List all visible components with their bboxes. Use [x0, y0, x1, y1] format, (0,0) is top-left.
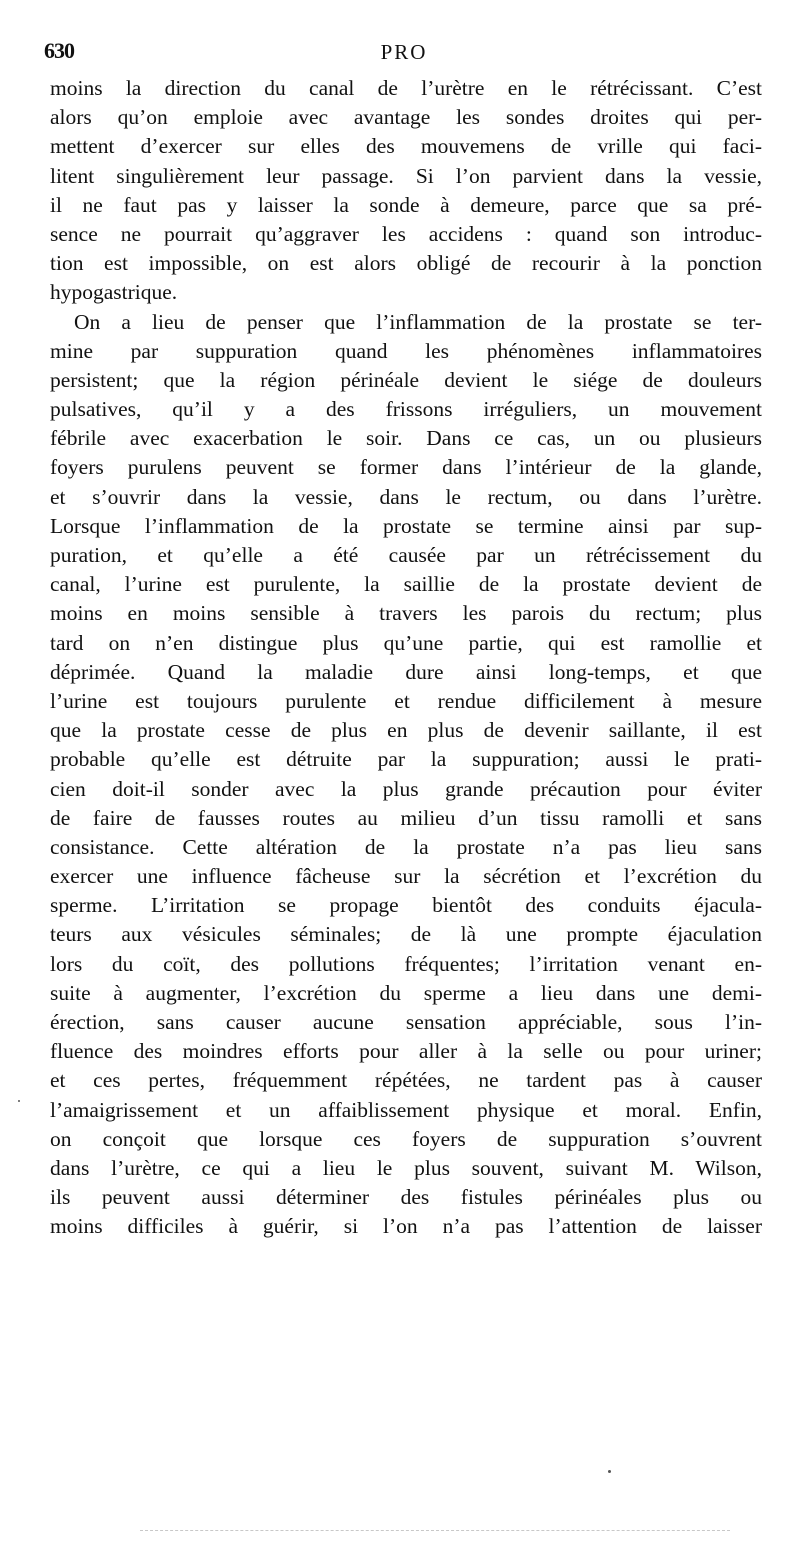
text-line: exercer une influence fâcheuse sur la sécrétion et l’excrétion du [50, 864, 762, 889]
page-header [44, 38, 764, 68]
text-line: canal, l’urine est purulente, la saillie de la prostate devient de [50, 572, 762, 597]
text-line: érection, sans causer aucune sensation appréciable, sous l’in- [50, 1010, 762, 1034]
text-line: persistent; que la région périnéale devient le siége de douleurs [50, 367, 762, 392]
text-line: moins la direction du canal de l’urètre en le rétrécissant. C’est [50, 76, 762, 100]
text-line: teurs aux vésicules séminales; de là une prompte éjaculation [50, 922, 762, 947]
text-line: fluence des moindres efforts pour aller à la selle ou pour uriner; [50, 1039, 762, 1064]
text-line: On a lieu de penser que l’inflammation de la prostate se ter- [74, 309, 762, 334]
text-line: Lorsque l’inflammation de la prostate se termine ainsi par sup- [50, 513, 762, 538]
text-line: cien doit-il sonder avec la plus grande précaution pour éviter [50, 776, 762, 801]
text-line: dans l’urètre, ce qui a lieu le plus souvent, suivant M. Wilson, [50, 1155, 762, 1180]
text-line: que la prostate cesse de plus en plus de devenir saillante, il est [50, 718, 762, 743]
text-line: hypogastrique. [50, 280, 178, 305]
text-line: on conçoit que lorsque ces foyers de suppuration s’ouvrent [50, 1126, 762, 1151]
print-speck [608, 1470, 611, 1473]
text-line: mettent d’exercer sur elles des mouvemens de vrille qui faci- [50, 134, 762, 159]
text-line [50, 1242, 762, 1271]
text-line: ils peuvent aussi déterminer des fistules périnéales plus ou [50, 1185, 762, 1210]
text-line: pulsatives, qu’il y a des frissons irréguliers, un mouvement [50, 397, 762, 422]
bleed-through-line [140, 1530, 730, 1532]
text-line: et s’ouvrir dans la vessie, dans le rectum, ou dans l’urètre. [50, 484, 762, 509]
text-line: de faire de fausses routes au milieu d’un tissu ramolli et sans [50, 805, 762, 830]
body-text [50, 74, 762, 1271]
text-line: l’urine est toujours purulente et rendue difficilement à mesure [50, 688, 762, 713]
page-number: 630 [44, 38, 74, 63]
text-line: il ne faut pas y laisser la sonde à demeure, parce que sa pré- [50, 192, 762, 217]
text-line: et ces pertes, fréquemment répétées, ne tardent pas à causer [50, 1068, 762, 1093]
print-speck [18, 1100, 20, 1102]
text-line: déprimée. Quand la maladie dure ainsi long-temps, et que [50, 659, 762, 684]
text-line: puration, et qu’elle a été causée par un rétrécissement du [50, 543, 762, 567]
text-line: probable qu’elle est détruite par la suppuration; aussi le prati- [50, 747, 762, 772]
text-line: fébrile avec exacerbation le soir. Dans ce cas, un ou plusieurs [50, 426, 762, 451]
text-line: foyers purulens peuvent se former dans l’intérieur de la glande, [50, 455, 762, 480]
text-line: suite à augmenter, l’excrétion du sperme a lieu dans une demi- [50, 980, 762, 1005]
text-line: litent singulièrement leur passage. Si l’on parvient dans la vessie, [50, 163, 762, 188]
text-line: consistance. Cette altération de la prostate n’a pas lieu sans [50, 834, 762, 859]
running-head: PRO [380, 40, 428, 64]
text-line: tion est impossible, on est alors obligé de recourir à la ponction [50, 251, 762, 276]
text-line: sperme. L’irritation se propage bientôt des conduits éjacula- [50, 893, 762, 918]
text-line: lors du coït, des pollutions fréquentes; l’irritation venant en- [50, 951, 762, 976]
text-line: mine par suppuration quand les phénomènes inflammatoires [50, 338, 762, 363]
text-line: sence ne pourrait qu’aggraver les accidens : quand son introduc- [50, 221, 762, 246]
text-line: moins en moins sensible à travers les parois du rectum; plus [50, 601, 762, 626]
text-line: tard on n’en distingue plus qu’une partie, qui est ramollie et [50, 630, 762, 655]
text-line: l’amaigrissement et un affaiblissement physique et moral. Enfin, [50, 1097, 762, 1122]
text-line: alors qu’on emploie avec avantage les sondes droites qui per- [50, 105, 762, 130]
text-line: moins difficiles à guérir, si l’on n’a pas l’attention de laisser [50, 1214, 762, 1239]
